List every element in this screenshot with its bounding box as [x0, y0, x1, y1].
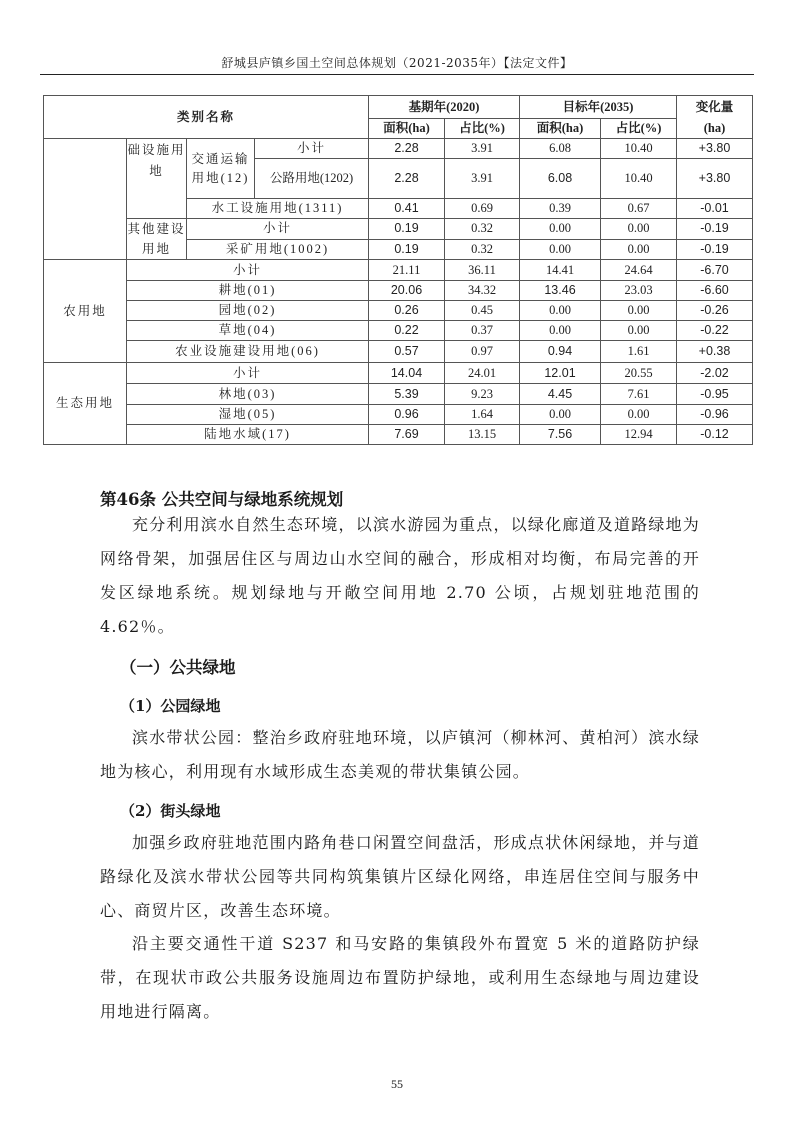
- table-row: [44, 384, 753, 405]
- target-share: 23.03: [601, 281, 677, 301]
- target-area: 6.08: [520, 159, 601, 199]
- base-area: 0.57: [369, 341, 445, 363]
- change: -0.19: [677, 239, 753, 260]
- change: -0.01: [677, 199, 753, 219]
- header-target-area: 面积(ha): [520, 119, 601, 139]
- park-green-paragraph: 滨水带状公园：整治乡政府驻地环境，以庐镇河（柳林河、黄柏河）滨水绿地为核心，利用现有水域形成生态美观的带状集镇公园。: [100, 728, 700, 781]
- target-share: 0.67: [601, 199, 677, 219]
- row-label: 耕地(01): [127, 281, 369, 301]
- article-title: 第46条 公共空间与绿地系统规划: [100, 490, 344, 509]
- base-area: 21.11: [369, 260, 445, 281]
- row-label: 陆地水域(17): [127, 425, 369, 445]
- base-share: 36.11: [445, 260, 520, 281]
- target-share: 1.61: [601, 341, 677, 363]
- base-share: 0.97: [445, 341, 520, 363]
- group-transport: 交通运输用地(12): [187, 139, 255, 199]
- row-label: 小计: [187, 219, 369, 240]
- land-use-table: [43, 95, 753, 445]
- target-area: 4.45: [520, 384, 601, 405]
- base-share: 3.91: [445, 139, 520, 159]
- target-share: 0.00: [601, 239, 677, 260]
- table-row: [44, 425, 753, 445]
- target-area: 6.08: [520, 139, 601, 159]
- base-share: 13.15: [445, 425, 520, 445]
- table-row: [44, 363, 753, 384]
- group-eco: 生态用地: [44, 363, 127, 445]
- base-area: 0.96: [369, 405, 445, 425]
- protective-green-paragraph: 沿主要交通性干道 S237 和马安路的集镇段外布置宽 5 米的道路防护绿带，在现状市政公共服务设施周边布置防护绿地，或利用生态绿地与周边建设用地进行隔离。: [100, 934, 700, 1021]
- header-target-share: 占比(%): [601, 119, 677, 139]
- base-share: 1.64: [445, 405, 520, 425]
- row-label: 小计: [127, 363, 369, 384]
- row-label: 采矿用地(1002): [187, 239, 369, 260]
- row-label: 草地(04): [127, 321, 369, 341]
- target-area: 13.46: [520, 281, 601, 301]
- table-row: [44, 321, 753, 341]
- change: -6.70: [677, 260, 753, 281]
- running-header: 舒城县庐镇乡国土空间总体规划（2021-2035年）【法定文件】: [221, 56, 573, 70]
- header-rule: [40, 74, 754, 75]
- base-share: 0.32: [445, 239, 520, 260]
- base-area: 0.41: [369, 199, 445, 219]
- row-label: 林地(03): [127, 384, 369, 405]
- header-target-year: 目标年(2035): [520, 96, 677, 119]
- header-base-year: 基期年(2020): [369, 96, 520, 119]
- change: -0.96: [677, 405, 753, 425]
- row-label: 园地(02): [127, 301, 369, 321]
- header-change: 变化量: [677, 96, 753, 119]
- table-row: [44, 139, 753, 159]
- target-area: 14.41: [520, 260, 601, 281]
- change: -2.02: [677, 363, 753, 384]
- base-share: 3.91: [445, 159, 520, 199]
- base-share: 24.01: [445, 363, 520, 384]
- base-share: 34.32: [445, 281, 520, 301]
- change: +3.80: [677, 139, 753, 159]
- target-share: 10.40: [601, 139, 677, 159]
- change: -0.22: [677, 321, 753, 341]
- target-area: 0.00: [520, 301, 601, 321]
- header-base-share: 占比(%): [445, 119, 520, 139]
- base-share: 0.69: [445, 199, 520, 219]
- base-area: 14.04: [369, 363, 445, 384]
- group-construction-cont: [44, 139, 127, 260]
- row-label: 小计: [127, 260, 369, 281]
- group-other-construction: 其他建设用地: [127, 219, 187, 260]
- target-share: 7.61: [601, 384, 677, 405]
- subsection-heading-park-green: （1）公园绿地: [120, 697, 221, 715]
- base-share: 0.32: [445, 219, 520, 240]
- table-row: [44, 260, 753, 281]
- target-area: 12.01: [520, 363, 601, 384]
- base-area: 2.28: [369, 139, 445, 159]
- target-share: 0.00: [601, 219, 677, 240]
- row-label: 小计: [255, 139, 369, 159]
- table-row: [44, 405, 753, 425]
- intro-paragraph: 充分利用滨水自然生态环境，以滨水游园为重点，以绿化廊道及道路绿地为网络骨架，加强居住区与周边山水空间的融合，形成相对均衡，布局完善的开发区绿地系统。规划绿地与开敞空间用地 2.70 公顷，占规划驻地范围的 4.62％。: [100, 515, 700, 636]
- target-share: 20.55: [601, 363, 677, 384]
- target-share: 0.00: [601, 405, 677, 425]
- target-area: 0.39: [520, 199, 601, 219]
- target-area: 0.00: [520, 239, 601, 260]
- change: +0.38: [677, 341, 753, 363]
- header-change-unit: (ha): [677, 119, 753, 139]
- page-number: 55: [391, 1077, 403, 1091]
- target-area: 0.00: [520, 321, 601, 341]
- row-label: 公路用地(1202): [255, 159, 369, 199]
- target-area: 0.00: [520, 219, 601, 240]
- row-label: 湿地(05): [127, 405, 369, 425]
- target-share: 24.64: [601, 260, 677, 281]
- change: -6.60: [677, 281, 753, 301]
- base-area: 0.22: [369, 321, 445, 341]
- change: -0.19: [677, 219, 753, 240]
- row-label: 水工设施用地(1311): [187, 199, 369, 219]
- change: +3.80: [677, 159, 753, 199]
- table-row: [44, 219, 753, 240]
- base-share: 9.23: [445, 384, 520, 405]
- section-heading-public-green: （一）公共绿地: [120, 658, 236, 677]
- target-area: 0.94: [520, 341, 601, 363]
- target-share: 0.00: [601, 321, 677, 341]
- base-area: 0.26: [369, 301, 445, 321]
- group-agri: 农用地: [44, 260, 127, 363]
- target-share: 12.94: [601, 425, 677, 445]
- base-area: 0.19: [369, 219, 445, 240]
- target-area: 0.00: [520, 405, 601, 425]
- header-base-area: 面积(ha): [369, 119, 445, 139]
- base-area: 5.39: [369, 384, 445, 405]
- group-infra: 础设施用地: [127, 139, 187, 219]
- base-area: 0.19: [369, 239, 445, 260]
- table-row: [44, 341, 753, 363]
- table-row: [44, 281, 753, 301]
- change: -0.95: [677, 384, 753, 405]
- target-share: 0.00: [601, 301, 677, 321]
- target-share: 10.40: [601, 159, 677, 199]
- change: -0.12: [677, 425, 753, 445]
- header-category: 类别名称: [44, 96, 369, 139]
- subsection-heading-street-green: （2）街头绿地: [120, 802, 221, 820]
- base-area: 20.06: [369, 281, 445, 301]
- base-share: 0.45: [445, 301, 520, 321]
- change: -0.26: [677, 301, 753, 321]
- target-area: 7.56: [520, 425, 601, 445]
- base-area: 7.69: [369, 425, 445, 445]
- table-row: [44, 301, 753, 321]
- base-share: 0.37: [445, 321, 520, 341]
- row-label: 农业设施建设用地(06): [127, 341, 369, 363]
- street-green-paragraph: 加强乡政府驻地范围内路角巷口闲置空间盘活，形成点状休闲绿地，并与道路绿化及滨水带状公园等共同构筑集镇片区绿化网络，串连居住空间与服务中心、商贸片区，改善生态环境。: [100, 833, 700, 920]
- base-area: 2.28: [369, 159, 445, 199]
